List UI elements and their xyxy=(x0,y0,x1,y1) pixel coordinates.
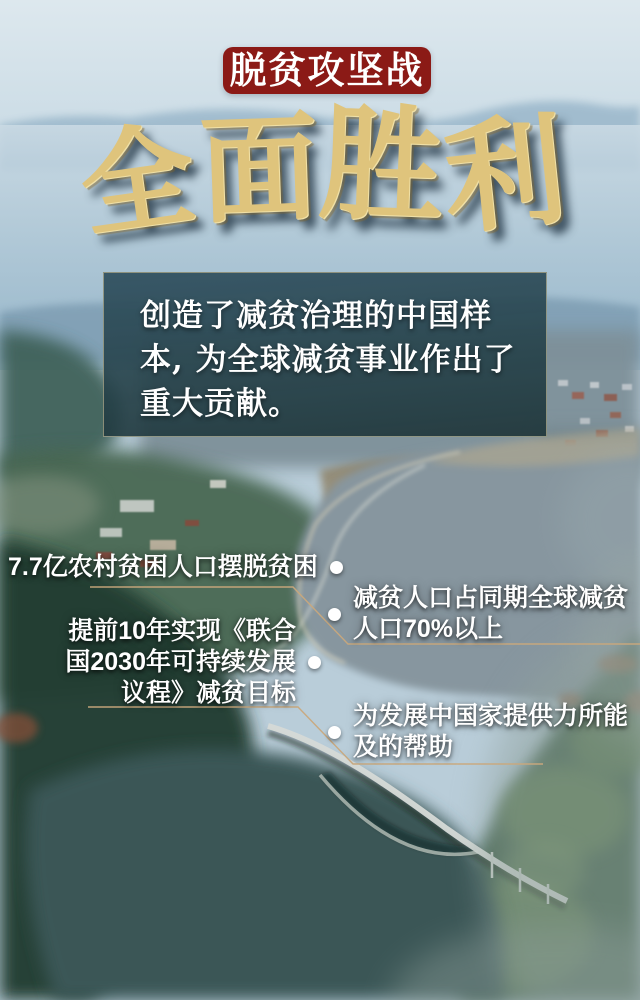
headline-char-3: 胜 xyxy=(316,89,446,240)
callout-global-share-text: 减贫人口占同期全球减贫 人口70%以上 xyxy=(353,584,629,643)
bullet-dot xyxy=(328,608,341,621)
campaign-badge-label: 脱贫攻坚战 xyxy=(229,50,425,91)
callout-rural-poverty xyxy=(8,552,343,583)
callout-sdg-target xyxy=(28,616,321,709)
quote-line-2: 本, 为全球减贫事业作出了 xyxy=(140,342,516,378)
callout-sdg-target-text: 提前10年实现《联合 国2030年可持续发展 议程》减贫目标 xyxy=(65,617,296,707)
headline-calligraphy xyxy=(0,89,640,255)
bullet-dot xyxy=(328,726,341,739)
headline-char-1: 全 xyxy=(72,106,204,255)
callout-help-developing-text: 为发展中国家提供力所能 及的帮助 xyxy=(353,702,629,761)
callout-rural-poverty-text: 7.7亿农村贫困人口摆脱贫困 xyxy=(8,553,318,581)
bullet-dot xyxy=(330,561,343,574)
callout-help-developing xyxy=(328,701,628,763)
campaign-badge xyxy=(223,47,431,94)
callout-global-share xyxy=(328,583,628,645)
quote-line-1: 创造了减贫治理的中国样 xyxy=(140,298,492,334)
headline-char-2: 面 xyxy=(197,96,321,241)
quote-box xyxy=(103,272,547,437)
headline-char-4: 利 xyxy=(436,96,573,253)
quote-line-3: 重大贡献。 xyxy=(140,386,300,422)
bullet-dot xyxy=(308,656,321,669)
